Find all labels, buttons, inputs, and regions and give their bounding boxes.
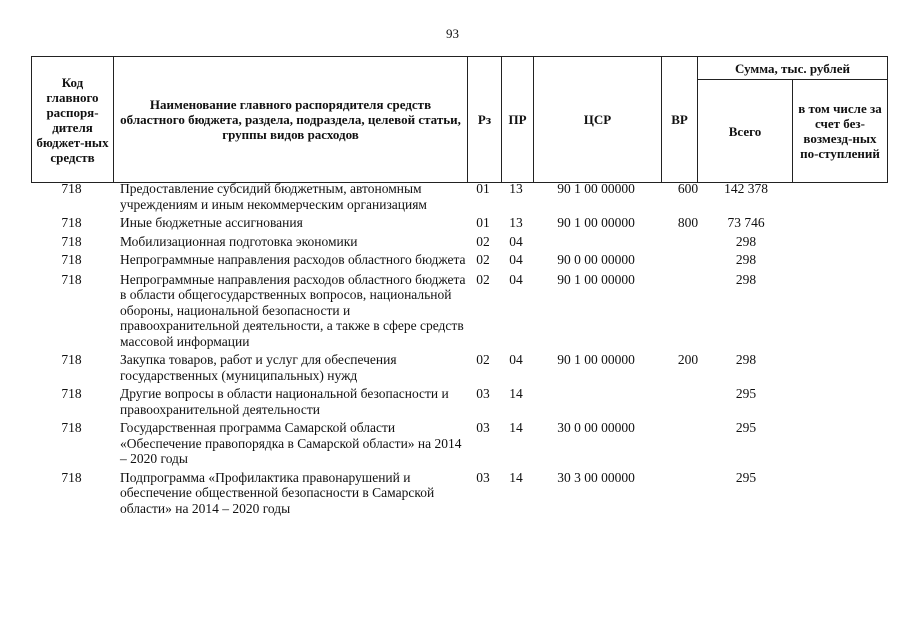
row-rz: 02 [476, 352, 490, 367]
row-rz: 03 [476, 469, 490, 485]
row-total: 298 [735, 271, 757, 287]
row-code: 718 [61, 386, 82, 401]
row-rz: 01 [476, 215, 490, 230]
row-csr: 90 1 00 00000 [557, 271, 635, 287]
row-name: Государственная программа Самарской области «Обеспечение правопорядка в Самарской области» на 2014 – 2020 годы [120, 420, 462, 466]
row-csr: 90 0 00 00000 [557, 252, 635, 267]
row-rz: 03 [476, 386, 490, 401]
row-total: 298 [735, 252, 757, 267]
table-row [31, 181, 886, 212]
row-rz: 02 [476, 233, 490, 249]
header-pr: ПР [508, 112, 527, 127]
row-csr: 90 1 00 00000 [557, 215, 635, 230]
row-total: 142 378 [724, 181, 768, 196]
row-total: 298 [735, 352, 757, 367]
row-code: 718 [61, 215, 82, 230]
row-name: Непрограммные направления расходов областного бюджета [120, 252, 466, 267]
row-csr: 90 1 00 00000 [557, 352, 635, 367]
row-code: 718 [61, 181, 82, 196]
row-rz: 01 [476, 181, 490, 196]
table-row [31, 352, 886, 383]
row-name: Предоставление субсидий бюджетным, автономным учреждениям и иным некоммерческим организациям [120, 181, 427, 212]
row-name: Мобилизационная подготовка экономики [120, 233, 358, 249]
row-csr: 30 3 00 00000 [557, 469, 635, 485]
row-total: 295 [735, 386, 757, 401]
row-code: 718 [61, 233, 82, 249]
header-code: Код главного распоря-дителя бюджет-ных средств [36, 74, 109, 165]
row-total: 298 [735, 233, 757, 249]
row-pr: 14 [509, 469, 523, 485]
header-total: Всего [728, 123, 762, 139]
header-rz: Рз [477, 112, 492, 127]
row-vr: 600 [677, 181, 699, 196]
table-header [31, 56, 888, 183]
row-pr: 04 [509, 252, 523, 267]
row-rz: 02 [476, 271, 490, 287]
row-pr: 14 [509, 420, 523, 435]
row-vr: 200 [677, 352, 699, 367]
row-pr: 13 [509, 215, 523, 230]
row-pr: 04 [509, 233, 523, 249]
row-code: 718 [61, 252, 82, 267]
row-total: 295 [735, 469, 757, 485]
table-row [31, 252, 886, 268]
row-code: 718 [61, 469, 82, 485]
row-total: 73 746 [727, 215, 765, 230]
header-csr: ЦСР [583, 112, 612, 127]
row-name: Другие вопросы в области национальной безопасности и правоохранительной деятельности [120, 386, 449, 417]
table-body [31, 181, 886, 516]
header-name: Наименование главного распорядителя средств областного бюджета, раздела, подраздела, целевой статьи, группы видов расходов [120, 97, 461, 142]
table-row [31, 420, 886, 467]
page-number: 93 [446, 26, 459, 41]
header-vr: ВР [671, 112, 688, 127]
row-name: Непрограммные направления расходов областного бюджета в области общегосударственных вопросов, национальной обороны, национальной безопасности и правоохранительной деятельности, а также в сфере средств массовой информации [120, 271, 466, 349]
table-row [31, 215, 886, 231]
row-pr: 13 [509, 181, 523, 196]
row-rz: 02 [476, 252, 490, 267]
table-row [31, 272, 886, 350]
header-sum: Сумма, тыс. рублей [735, 60, 850, 76]
header-grants: в том числе за счет без-возмезд-ных по-ступлений [798, 101, 882, 161]
row-vr: 800 [677, 215, 699, 230]
row-rz: 03 [476, 420, 490, 435]
row-csr: 30 0 00 00000 [557, 420, 635, 435]
row-name: Закупка товаров, работ и услуг для обеспечения государственных (муниципальных) нужд [120, 352, 397, 383]
row-pr: 04 [509, 352, 523, 367]
row-total: 295 [735, 420, 757, 435]
row-code: 718 [61, 352, 82, 367]
row-code: 718 [61, 420, 82, 435]
table-row [31, 386, 886, 417]
row-pr: 14 [509, 386, 523, 401]
row-name: Иные бюджетные ассигнования [120, 215, 303, 230]
table-row [31, 234, 886, 250]
row-pr: 04 [509, 271, 523, 287]
row-code: 718 [61, 271, 82, 287]
row-csr: 90 1 00 00000 [557, 181, 635, 196]
table-row [31, 470, 886, 517]
row-name: Подпрограмма «Профилактика правонарушений и обеспечение общественной безопасности в Самарской области» на 2014 – 2020 годы [120, 469, 435, 516]
